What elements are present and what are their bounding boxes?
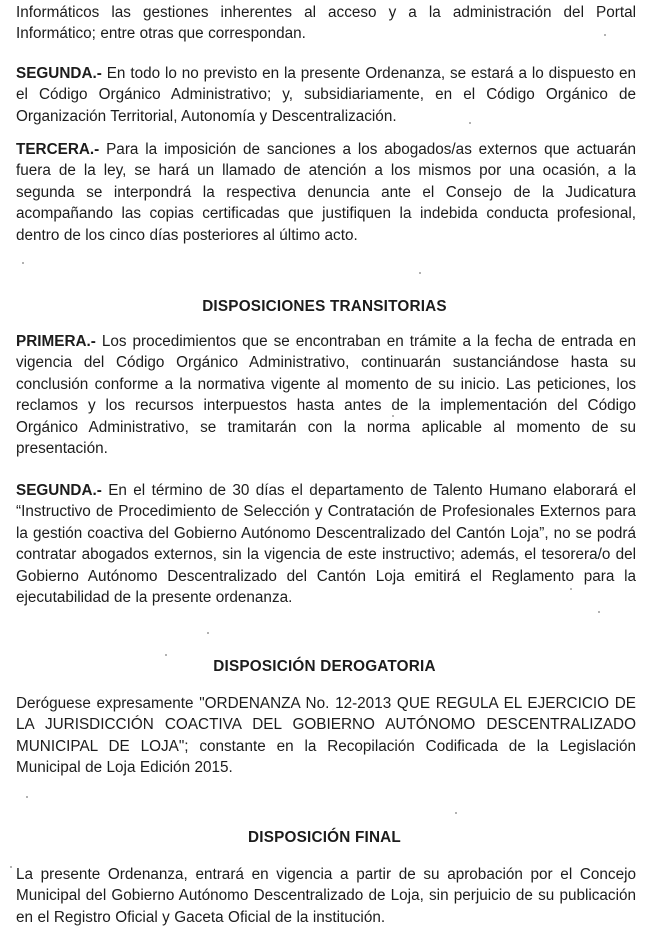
heading-disposicion-derogatoria: DISPOSICIÓN DEROGATORIA — [213, 658, 436, 675]
scan-speck — [22, 262, 24, 264]
clause-label: TERCERA.- — [16, 141, 100, 158]
paragraph-derogatoria — [16, 693, 636, 779]
paragraph-text: Informáticos las gestiones inherentes al acceso y a la administración del Portal Informático; entre otras que correspondan. — [16, 4, 636, 43]
clause-label: SEGUNDA.- — [16, 65, 102, 82]
scan-speck — [207, 632, 209, 634]
heading-disposicion-final: DISPOSICIÓN FINAL — [248, 829, 401, 846]
scan-speck — [455, 812, 457, 814]
heading-disposiciones-transitorias: DISPOSICIONES TRANSITORIAS — [202, 298, 447, 315]
paragraph-tercera — [16, 139, 636, 246]
paragraph-text: En todo lo no previsto en la presente Ordenanza, se estará a lo dispuesto en el Código Orgánico Administrativo; y, subsidiariamente, en el Código Orgánico de Organización Territorial, Autonomía y Descentralización. — [16, 65, 636, 125]
scan-speck — [165, 654, 167, 656]
scan-speck — [469, 122, 471, 124]
paragraph-segunda — [16, 63, 636, 127]
paragraph-text: La presente Ordenanza, entrará en vigencia a partir de su aprobación por el Concejo Municipal del Gobierno Autónomo Descentralizado de Loja, sin perjuicio de su publicación en el Registro Oficial y Gaceta Oficial de la institución. — [16, 866, 636, 926]
paragraph-transitoria-primera — [16, 331, 636, 459]
scan-speck — [392, 415, 394, 417]
paragraph-continuation — [16, 2, 636, 45]
paragraph-text: Deróguese expresamente "ORDENANZA No. 12-2013 QUE REGULA EL EJERCICIO DE LA JURISDICCIÓN COACTIVA DEL GOBIERNO AUTÓNOMO DESCENTRALIZADO MUNICIPAL DE LOJA"; constante en la Recopilación Codificada de la Legislación Municipal de Loja Edición 2015. — [16, 695, 636, 777]
scan-speck — [604, 34, 606, 36]
paragraph-final — [16, 864, 636, 928]
scan-speck — [598, 611, 600, 613]
paragraph-transitoria-segunda — [16, 480, 636, 608]
scan-speck — [419, 272, 421, 274]
scan-speck — [26, 796, 28, 798]
scan-speck — [570, 588, 572, 590]
clause-label: PRIMERA.- — [16, 333, 96, 350]
paragraph-text: En el término de 30 días el departamento de Talento Humano elaborará el “Instructivo de Procedimiento de Selección y Contratación de Profesionales Externos para la gestión coactiva del Gobierno Autónomo Descentralizado del Cantón Loja”, no se podrá contratar abogados externos, sin la vigencia de este instructivo; además, el tesorera/o del Gobierno Autónomo Descentralizado del Cantón Loja emitirá el Reglamento para la ejecutabilidad de la presente ordenanza. — [16, 482, 636, 607]
scan-speck — [10, 866, 12, 868]
paragraph-text: Para la imposición de sanciones a los abogados/as externos que actuarán fuera de la ley, se hará un llamado de atención a los mismos por una ocasión, a la segunda se interpondrá la respectiva denuncia ante el Consejo de la Judicatura acompañando las copias certificadas que justifiquen la indebida conducta profesional, dentro de los cinco días posteriores al último acto. — [16, 141, 636, 244]
paragraph-text: Los procedimientos que se encontraban en trámite a la fecha de entrada en vigencia del Código Orgánico Administrativo, continuarán sustanciándose hasta su conclusión conforme a la normativa vigente al momento de su inicio. Las peticiones, los reclamos y los recursos interpuestos hasta antes de la implementación del Código Orgánico Administrativo, se tramitarán con la norma aplicable al momento de su presentación. — [16, 333, 636, 458]
clause-label: SEGUNDA.- — [16, 482, 102, 499]
